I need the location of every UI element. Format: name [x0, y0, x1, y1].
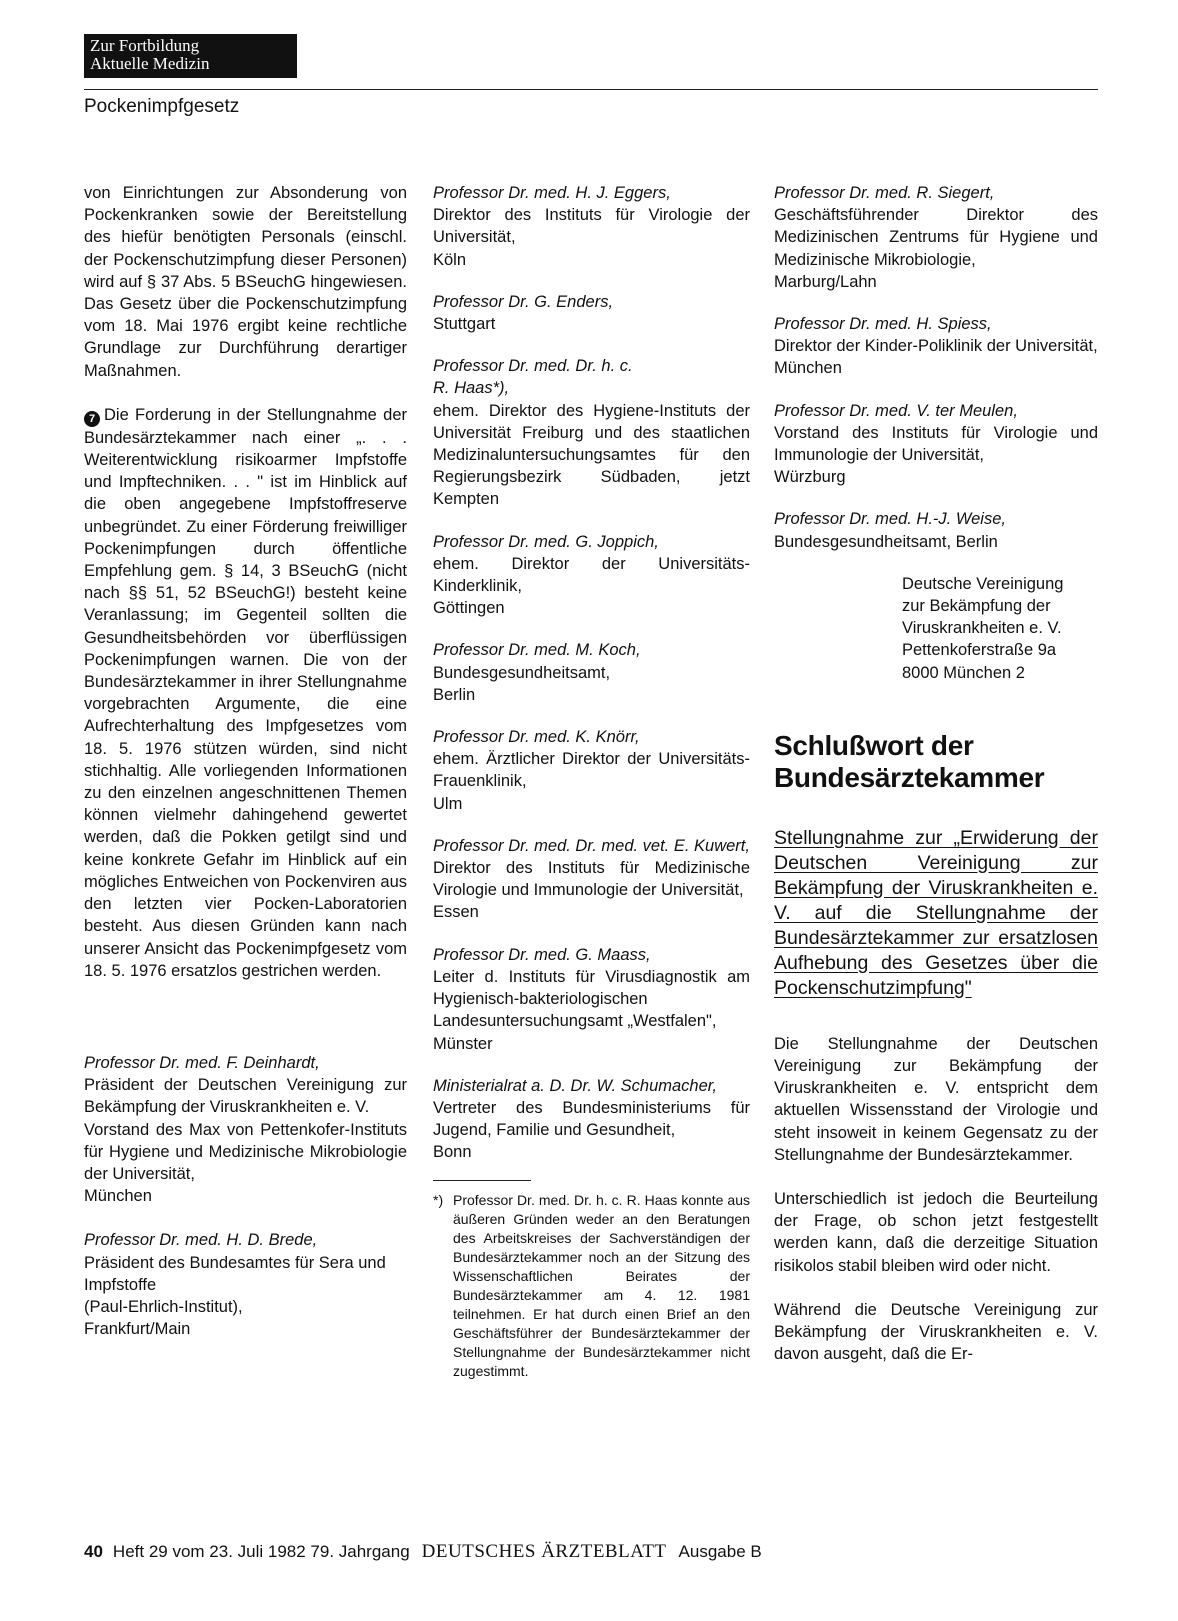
signature-affiliation: Leiter d. Instituts für Virusdiagnostik am Hygienisch-bakteriologischen Landesuntersuchungsamt „Westfalen",	[433, 967, 750, 1031]
signature-city: Göttingen	[433, 599, 505, 618]
section-label	[84, 34, 297, 78]
signature-name: Professor Dr. med. K. Knörr,	[433, 728, 640, 747]
col1-paragraph-1: von Einrichtungen zur Absonderung von Pockenkranken sowie der Bereitstellung des hiefür benötigten Personals (einschl. der Pockenschutzimpfung dieser Personen) wird auf § 37 Abs. 5 BSeuchG hingewiesen. Das Gesetz über die Pockenschutzimpfung vom 18. Mai 1976 ergibt keine rechtliche Grundlage zur Durchführung derartiger Maßnahmen.	[84, 184, 407, 380]
signature-name: Professor Dr. med. Dr. h. c.	[433, 357, 633, 376]
signature-name: Professor Dr. med. Dr. med. vet. E. Kuwert,	[433, 836, 750, 855]
signature-city: Essen	[433, 903, 479, 922]
signature-city: Ulm	[433, 794, 463, 813]
col3-paragraph-2: Unterschiedlich ist jedoch die Beurteilung der Frage, ob schon jetzt festgestellt werden kann, daß die derzeitige Situation risikolos stabil bleiben wird oder nicht.	[774, 1190, 1098, 1275]
signature-name: Professor Dr. med. M. Koch,	[433, 641, 641, 660]
signature-name: R. Haas*),	[433, 379, 510, 398]
signature-affiliation: Direktor der Kinder-Poliklinik der Universität,	[774, 337, 1098, 356]
footnote	[433, 1191, 750, 1381]
col3-paragraph-1: Die Stellungnahme der Deutschen Vereinigung zur Bekämpfung der Viruskrankheiten e. V. entspricht dem aktuellen Wissensstand der Virologie und steht insoweit in keinem Gegensatz zu der Stellungnahme der Bundesärztekammer.	[774, 1034, 1098, 1164]
signature-affiliation: ehem. Ärztlicher Direktor der Universitäts-Frauenklinik,	[433, 750, 750, 791]
signature-affiliation: Geschäftsführender Direktor des Medizinischen Zentrums für Hygiene und Medizinische Mikrobiologie,	[774, 206, 1098, 269]
signature-affiliation: Vorstand des Instituts für Virologie und Immunologie der Universität,	[774, 423, 1098, 465]
section-subheading: Stellungnahme zur „Erwiderung der Deutschen Vereinigung zur Bekämpfung der Viruskrankheiten e. V. auf die Stellungnahme der Bundesärztekammer zur ersatzlosen Aufhebung des Gesetzes über die Pockenschutzimpfung"	[774, 826, 1098, 999]
signature-affiliation: Direktor des Instituts für Medizinische Virologie und Immunologie der Universität,	[433, 859, 750, 900]
footnote-rule	[433, 1180, 531, 1181]
header-rule	[84, 89, 1098, 90]
address-line: Deutsche Vereinigung	[902, 574, 1064, 593]
address-line: 8000 München 2	[902, 663, 1025, 682]
signature-name: Professor Dr. med. H. Spiess,	[774, 315, 992, 334]
col1-paragraph-2	[84, 404, 407, 982]
signature-affiliation: Präsident der Deutschen Vereinigung zur Bekämpfung der Viruskrankheiten e. V.	[84, 1076, 407, 1117]
issue-info: Heft 29 vom 23. Juli 1982 79. Jahrgang	[112, 1542, 410, 1561]
signature-name: Professor Dr. G. Enders,	[433, 292, 614, 311]
column-1	[84, 182, 407, 1340]
address-line: zur Bekämpfung der	[902, 597, 1051, 616]
col3-paragraph-3: Während die Deutsche Vereinigung zur Bekämpfung der Viruskrankheiten e. V. davon ausgeht, daß die Er-	[774, 1300, 1098, 1364]
page-footer	[84, 1541, 762, 1563]
section-heading: Schlußwort der Bundesärztekammer	[774, 729, 1045, 793]
signature-city: Münster	[433, 1034, 493, 1053]
address-line: Pettenkoferstraße 9a	[902, 641, 1057, 660]
signature-affiliation: Bundesgesundheitsamt, Berlin	[774, 532, 998, 551]
section-label-line2: Aktuelle Medizin	[90, 54, 210, 73]
signature-affiliation: ehem. Direktor der Universitäts-Kinderklinik,	[433, 554, 750, 596]
signature-city: Würzburg	[774, 468, 846, 487]
column-3	[774, 182, 1098, 1366]
signature-affiliation: Vertreter des Bundesministeriums für Jugend, Familie und Gesundheit,	[433, 1098, 750, 1140]
signature-city: Frankfurt/Main	[84, 1320, 191, 1339]
column-2	[433, 182, 750, 1381]
numbered-bullet-icon: 7	[84, 411, 100, 427]
edition-label: Ausgabe B	[678, 1542, 762, 1561]
signature-city: Bonn	[433, 1143, 472, 1162]
address-line: Viruskrankheiten e. V.	[902, 619, 1062, 638]
signature-city: München	[84, 1187, 152, 1206]
signature-name: Professor Dr. med. G. Maass,	[433, 945, 651, 964]
signature-city: Köln	[433, 250, 467, 269]
journal-name: DEUTSCHES ÄRZTEBLATT	[421, 1541, 667, 1562]
signature-city: München	[774, 359, 842, 378]
signature-name: Professor Dr. med. F. Deinhardt,	[84, 1053, 320, 1072]
signature-city: Berlin	[433, 685, 476, 704]
signature-name: Professor Dr. med. G. Joppich,	[433, 532, 659, 551]
signature-name: Professor Dr. med. V. ter Meulen,	[774, 401, 1018, 420]
signature-name: Professor Dr. med. H. J. Eggers,	[433, 184, 671, 202]
running-title: Pockenimpfgesetz	[84, 96, 240, 117]
signature-city: Marburg/Lahn	[774, 272, 877, 291]
signature-affiliation: ehem. Direktor des Hygiene-Instituts der Universität Freiburg und des staatlichen Medizinaluntersuchungsamtes für den Regierungsbezirk Südbaden, jetzt Kempten	[433, 401, 750, 509]
signature-name: Professor Dr. med. H. D. Brede,	[84, 1231, 318, 1250]
signature-affiliation: Präsident des Bundesamtes für Sera und Impfstoffe	[84, 1253, 386, 1294]
footnote-text: Professor Dr. med. Dr. h. c. R. Haas konnte aus äußeren Gründen weder an den Beratungen des Arbeitskreises der Sachverständigen der Bundesärztekammer noch an der Sitzung des Wissenschaftlichen Beirates der Bundesärztekammer am 4. 12. 1981 teilnehmen. Er hat durch einen Brief an den Geschäftsführer der Bundesärztekammer der Stellungnahme der Bundesärztekammer nicht zugestimmt.	[453, 1191, 750, 1379]
signature-name: Ministerialrat a. D. Dr. W. Schumacher,	[433, 1076, 717, 1095]
signature-affiliation: Vorstand des Max von Pettenkofer-Instituts für Hygiene und Medizinische Mikrobiologie der Universität,	[84, 1120, 407, 1183]
signature-city: Stuttgart	[433, 315, 496, 334]
footnote-mark: *)	[433, 1191, 444, 1208]
signature-affiliation: Direktor des Instituts für Virologie der Universität,	[433, 206, 750, 247]
col1-paragraph-2-text: Die Forderung in der Stellungnahme der Bundesärztekammer nach einer „. . . Weiterentwicklung risikoarmer Impfstoffe und Impftechniken. . . " ist im Hinblick auf die oben angegebene Impfstoffreserve unbegründet. Zu einer Förderung freiwilliger Pockenimpfungen durch öffentliche Empfehlung gem. § 14, 3 BSeuchG (nicht nach §§ 51, 52 BSeuchG!) besteht keine Veranlassung; im Gegenteil sollten die Gesundheitsbehörden vor überflüssigen Pockenimpfungen warnen. Die von der Bundesärztekammer in ihrer Stellungnahme vorgebrachten Argumente, die eine Aufrechterhaltung des Impfgesetzes vom 18. 5. 1976 stützen würden, sind nicht stichhaltig. Alle vorliegenden Informationen zu den einzelnen angeschnittenen Themen können vielmehr dahingehend gewertet werden, daß die Pokken getilgt sind und keine konkrete Gefahr im Hinblick auf ein mögliches Entweichen von Pockenviren aus den letzten vier Pocken-Laboratorien besteht. Aus diesen Gründen kann nach unserer Ansicht das Pockenimpfgesetz vom 18. 5. 1976 ersatzlos gestrichen werden.	[84, 405, 407, 980]
signature-name: Professor Dr. med. R. Siegert,	[774, 184, 995, 202]
signature-name: Professor Dr. med. H.-J. Weise,	[774, 510, 1006, 529]
signature-affiliation: (Paul-Ehrlich-Institut),	[84, 1297, 243, 1316]
signature-affiliation: Bundesgesundheitsamt,	[433, 663, 611, 682]
page-number: 40	[84, 1542, 103, 1561]
sender-address	[902, 573, 1098, 684]
section-label-line1: Zur Fortbildung	[90, 36, 200, 55]
